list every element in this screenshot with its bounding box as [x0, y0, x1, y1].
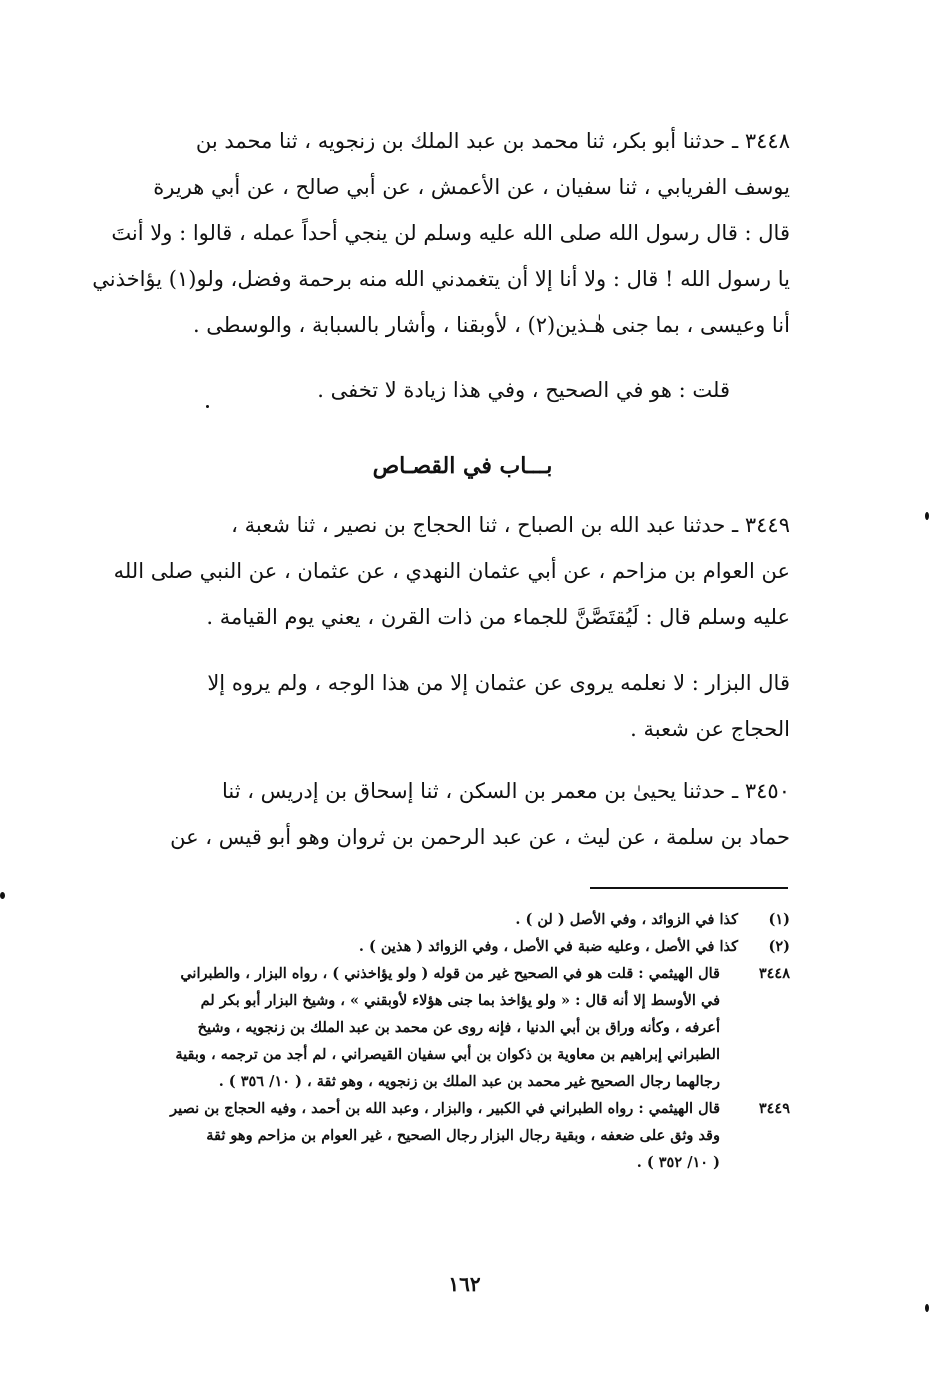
text-line: ( ١٠/ ٣٥٢ ) . [636, 1154, 720, 1171]
footnote-separator [590, 887, 788, 889]
scan-speck [925, 512, 929, 520]
text-line: أنا وعيسى ، بما جنى هٰـذين(٢) ، لأوبقنا ، وأشار بالسبابة ، والوسطى . [192, 313, 790, 337]
text-line: قال الهيثمي : رواه الطبراني في الكبير ، والبزار ، وعبد الله بن أحمد ، وفيه الحجاج بن نصير [170, 1100, 720, 1117]
footnote-text [135, 906, 738, 933]
text-line: حماد بن سلمة ، عن ليث ، عن عبد الرحمن بن ثروان وهو أبو قيس ، عن [170, 825, 790, 849]
text-line: يا رسول الله ! قال : ولا أنا إلا أن يتغمدني الله منه برحمة وفضل، ولو(١) يؤاخذني [92, 267, 790, 291]
footnote-number: ٣٤٤٨ [758, 965, 790, 982]
footnotes [135, 906, 790, 1176]
chapter-title: بـــاب في القصـاص [372, 453, 553, 479]
text-line: عن العوام بن مزاحم ، عن أبي عثمان النهدي ، عن عثمان ، عن النبي صلى الله [113, 559, 790, 583]
text-line: الحجاج عن شعبة . [630, 717, 790, 741]
text-line: قال الهيثمي : قلت هو في الصحيح غير من قوله ( ولو يؤاخذني ) ، رواه البزار ، والطبراني [180, 965, 720, 982]
text-line: قال البزار : لا نعلمه يروى عن عثمان إلا من هذا الوجه ، ولم يروه إلا [207, 671, 790, 695]
text-line: الطبراني إبراهيم بن معاوية بن ذكوان بن أبي سفيان القيصراني ، لم أجد من ترجمه ، وبقية [175, 1046, 720, 1063]
footnote-3449 [135, 1095, 790, 1176]
text-line: رجالهما رجال الصحيح غير محمد بن عبد الملك بن زنجويه ، وهو ثقة ، ( ١٠/ ٣٥٦ ) . [218, 1073, 720, 1090]
hadith-3450 [135, 768, 790, 860]
text-line: ٣٤٤٨ ـ حدثنا أبو بكر، ثنا محمد بن عبد الملك بن زنجويه ، ثنا محمد بن [195, 129, 790, 153]
text-line: ٣٤٥٠ ـ حدثنا يحيىٰ بن معمر بن السكن ، ثنا إسحاق بن إدريس ، ثنا [221, 779, 790, 803]
footnote-2 [135, 933, 790, 960]
footnote-number: (٢) [768, 938, 790, 955]
text-line: كذا في الأصل ، وعليه ضبة في الأصل ، وفي الزوائد ( هذين ) . [358, 938, 738, 955]
footnote-text [135, 933, 738, 960]
text-line: أعرفه ، وكأنه وراق بن أبي الدنيا ، فإنه روى عن محمد بن عبد الملك بن زنجويه ، وشيخ [197, 1019, 720, 1036]
hadith-3449 [113, 502, 790, 640]
text-line: في الأوسط إلا أنه قال : « ولو يؤاخذ بما جنى هؤلاء لأوبقني » ، وشيخ البزار أبو بكر لم [200, 992, 720, 1009]
bazzar-comment [135, 660, 790, 752]
footnote-text [135, 1095, 720, 1176]
scan-speck [206, 405, 209, 408]
footnote-1 [135, 906, 790, 933]
hadith-3448 [92, 118, 790, 348]
text-line: وقد وثق على ضعفه ، وبقية رجال البزار رجال الصحيح ، غير العوام بن مزاحم وهو ثقة [206, 1127, 720, 1144]
text-line: قلت : هو في الصحيح ، وفي هذا زيادة لا تخفى . [317, 378, 730, 402]
footnote-text [135, 960, 720, 1095]
note-3448 [135, 367, 790, 413]
text-line: قال : قال رسول الله صلى الله عليه وسلم لن ينجي أحداً عمله ، قالوا : ولا أنتَ [111, 221, 790, 245]
footnote-number: ٣٤٤٩ [758, 1100, 790, 1117]
footnote-3448 [135, 960, 790, 1095]
text-line: عليه وسلم قال : لَيُقتَصَّنَّ للجماء من ذات القرن ، يعني يوم القيامة . [206, 605, 790, 629]
footnote-number: (١) [768, 911, 790, 928]
scan-speck [925, 1304, 929, 1312]
text-line: كذا في الزوائد ، وفي الأصل ( لن ) . [515, 911, 738, 928]
text-line: ٣٤٤٩ ـ حدثنا عبد الله بن الصباح ، ثنا الحجاج بن نصير ، ثنا شعبة ، [231, 513, 790, 537]
scan-speck [0, 892, 5, 899]
page-number: ١٦٢ [448, 1272, 481, 1296]
text-line: يوسف الفريابي ، ثنا سفيان ، عن الأعمش ، عن أبي صالح ، عن أبي هريرة [153, 175, 790, 199]
